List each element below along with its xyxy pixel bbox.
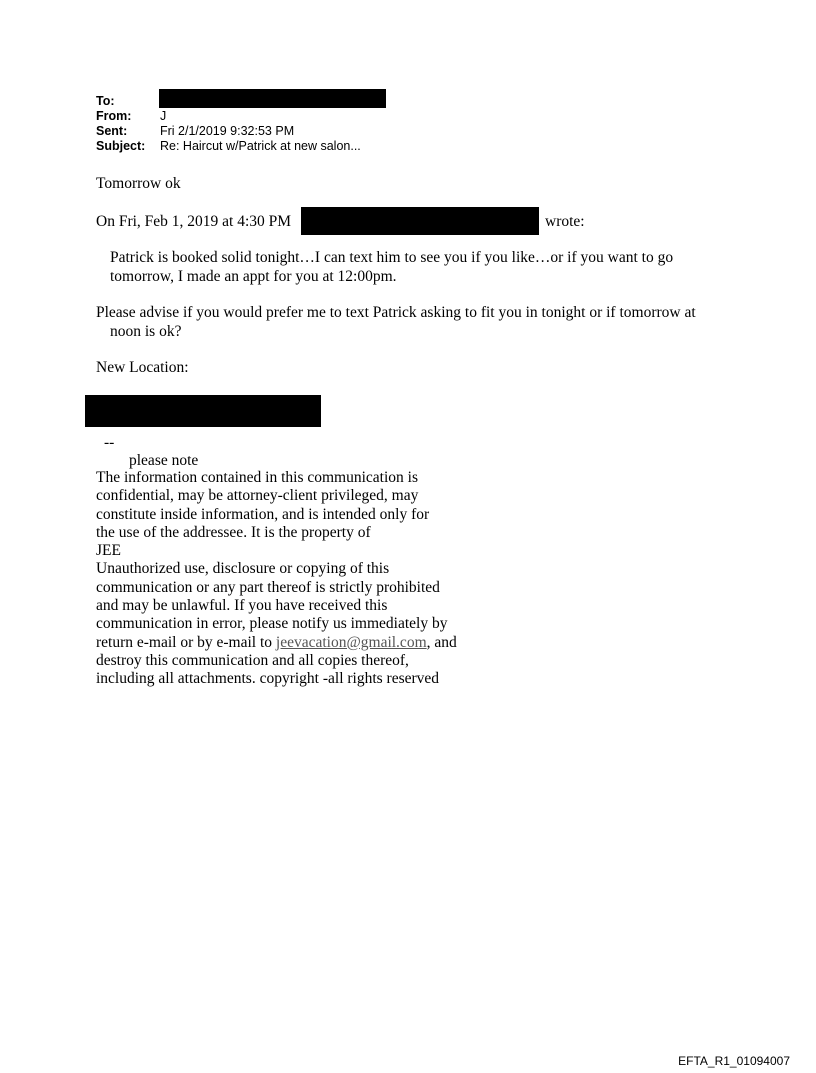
quote-p2-line1: Please advise if you would prefer me to text Patrick asking to fit you in tonight or if tomorrow at bbox=[96, 304, 696, 321]
quote-p2-line2: noon is ok? bbox=[110, 323, 182, 340]
redaction-sender bbox=[301, 207, 539, 235]
from-label: From: bbox=[96, 109, 132, 123]
from-row bbox=[96, 109, 361, 124]
disclaimer-line: Unauthorized use, disclosure or copying of this bbox=[96, 560, 390, 578]
quote-paragraph-2 bbox=[96, 303, 696, 341]
from-value: J bbox=[160, 109, 167, 123]
disclaimer-email-prefix: return e-mail or by e-mail to bbox=[96, 633, 276, 651]
quote-intro-suffix: wrote: bbox=[545, 213, 585, 230]
quote-paragraph-1 bbox=[110, 248, 673, 286]
to-label: To: bbox=[96, 94, 115, 108]
reply-text: Tomorrow ok bbox=[96, 175, 181, 192]
disclaimer-line-email bbox=[96, 634, 457, 652]
quote-p1-line1: Patrick is booked solid tonight…I can text him to see you if you like…or if you want to go bbox=[110, 249, 674, 266]
disclaimer-line: constitute inside information, and is intended only for bbox=[96, 505, 430, 523]
quote-intro-prefix: On Fri, Feb 1, 2019 at 4:30 PM bbox=[96, 213, 292, 230]
please-note: please note bbox=[129, 452, 199, 469]
redaction-location bbox=[85, 395, 321, 427]
signature-dash: -- bbox=[104, 434, 115, 451]
sent-value: Fri 2/1/2019 9:32:53 PM bbox=[160, 124, 295, 138]
sent-label: Sent: bbox=[96, 124, 128, 138]
disclaimer-line: The information contained in this communication is bbox=[96, 469, 418, 486]
disclaimer-email-suffix: , and bbox=[426, 633, 457, 651]
document-id: EFTA_R1_01094007 bbox=[678, 1054, 790, 1068]
email-link[interactable]: jeevacation@gmail.com bbox=[275, 633, 427, 651]
sent-row bbox=[96, 124, 361, 139]
quote-p1-line2: tomorrow, I made an appt for you at 12:00pm. bbox=[110, 268, 397, 285]
disclaimer-line: JEE bbox=[96, 542, 121, 560]
subject-label: Subject: bbox=[96, 139, 146, 153]
disclaimer-line: including all attachments. copyright -all rights reserved bbox=[96, 670, 440, 688]
new-location-label: New Location: bbox=[96, 359, 189, 376]
disclaimer-line: confidential, may be attorney-client privileged, may bbox=[96, 487, 419, 505]
redaction-to bbox=[159, 89, 386, 108]
disclaimer-line: communication or any part thereof is strictly prohibited bbox=[96, 578, 440, 596]
disclaimer-line: destroy this communication and all copies thereof, bbox=[96, 651, 409, 669]
subject-row bbox=[96, 139, 361, 154]
disclaimer bbox=[96, 469, 457, 689]
disclaimer-line: the use of the addressee. It is the property of bbox=[96, 523, 371, 541]
disclaimer-line: and may be unlawful. If you have received this bbox=[96, 597, 388, 615]
subject-value: Re: Haircut w/Patrick at new salon... bbox=[160, 139, 361, 153]
disclaimer-line: communication in error, please notify us immediately by bbox=[96, 615, 448, 633]
